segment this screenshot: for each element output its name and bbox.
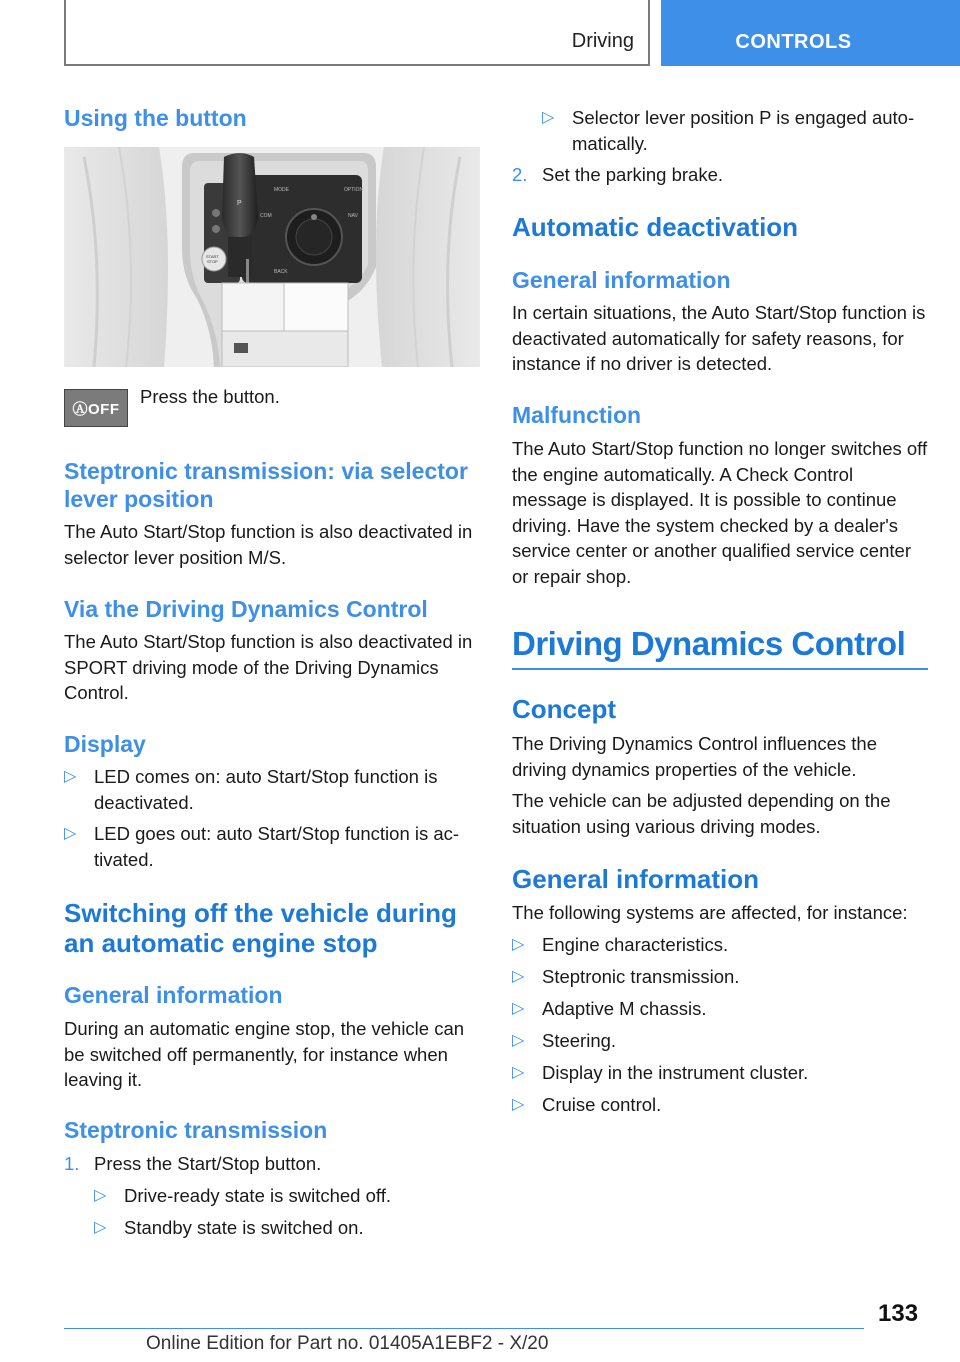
bullet-icon: ▷ (542, 109, 555, 126)
bullet-icon: ▷ (512, 1000, 525, 1017)
auto-start-stop-off-button-icon (64, 389, 128, 427)
svg-text:MODE: MODE (274, 187, 289, 193)
system-item: ▷ Engine characteristics. (512, 932, 928, 958)
step-2: 2. Set the parking brake. (512, 162, 928, 188)
step-1-sub-1: ▷ Drive-ready state is switched off. (94, 1183, 480, 1209)
step-1-sub-2: ▷ Standby state is switched on. (94, 1215, 480, 1241)
system-item: ▷ Display in the instrument cluster. (512, 1060, 928, 1086)
heading-general-info-right: General information (512, 267, 731, 293)
bullet-icon: ▷ (512, 1096, 525, 1113)
icon-label: ⒶOFF (72, 400, 120, 418)
text-malfunction: The Auto Start/Stop function no longer switches off the engine automatically. A Check Control message is displayed. It is possible to continue driving. Have the system checked by a dealer's service center or another qualified service center or repair shop. (512, 438, 928, 587)
system-item: ▷ Steering. (512, 1028, 928, 1054)
bullet-icon: ▷ (512, 936, 525, 953)
heading-using-button: Using the button (64, 105, 247, 131)
heading-malfunction: Malfunction (512, 402, 642, 428)
heading-general-info-left: General information (64, 982, 283, 1008)
system-item: ▷ Adaptive M chassis. (512, 996, 928, 1022)
svg-text:P: P (237, 200, 242, 207)
bullet-icon: ▷ (94, 1219, 107, 1236)
text-general-info-left: During an automatic engine stop, the vehicle can be switched off permanently, for instance when leaving it. (64, 1018, 465, 1090)
header-section: Driving (571, 30, 634, 52)
heading-steptronic-lever: Steptronic transmission: via selector lever position (64, 458, 468, 512)
bullet-icon: ▷ (64, 825, 77, 842)
press-instruction: Press the button. (140, 386, 280, 407)
chapter-label: CONTROLS (735, 30, 852, 53)
display-item-2: ▷ LED goes out: auto Start/Stop function is ac-tivated. (64, 823, 460, 870)
page-number: 133 (878, 1300, 919, 1327)
svg-text:OPTION: OPTION (344, 187, 364, 193)
heading-concept: Concept (512, 694, 616, 724)
svg-text:BACK: BACK (274, 269, 288, 275)
step-number: 2. (512, 164, 528, 185)
display-item-1: ▷ LED comes on: auto Start/Stop function is deactivated. (64, 766, 438, 813)
footer-edition: Online Edition for Part no. 01405A1EBF2 - X/20 (146, 1333, 549, 1354)
bullet-icon: ▷ (512, 968, 525, 985)
text-ddc: The Auto Start/Stop function is also deactivated in SPORT driving mode of the Driving Dynamics Control. (64, 631, 473, 703)
center-console-illustration (64, 147, 480, 367)
footer-divider (64, 1328, 864, 1329)
svg-text:NAV: NAV (348, 213, 358, 219)
svg-text:COM: COM (260, 213, 272, 219)
bullet-icon: ▷ (512, 1032, 525, 1049)
heading-ddc: Via the Driving Dynamics Control (64, 596, 428, 622)
heading-switching-off: Switching off the vehicle during an automatic engine stop (64, 898, 457, 958)
heading-general-info-2: General information (512, 864, 760, 894)
step-1: 1. Press the Start/Stop button. (64, 1151, 480, 1177)
chapter-tab[interactable] (661, 0, 960, 66)
text-steptronic-lever: The Auto Start/Stop function is also deactivated in selector lever position M/S. (64, 521, 473, 568)
system-item: ▷ Cruise control. (512, 1092, 928, 1118)
text-general-info-right: In certain situations, the Auto Start/Stop function is deactivated automatically for safety reasons, for instance if no driver is detected. (512, 302, 926, 374)
svg-text:STOP: STOP (207, 259, 218, 264)
heading-display: Display (64, 731, 146, 757)
step-1-sub-3: ▷ Selector lever position P is engaged auto-matically. (542, 107, 915, 154)
heading-automatic-deactivation: Automatic deactivation (512, 212, 799, 242)
svg-text:START: START (206, 254, 219, 259)
bullet-icon: ▷ (512, 1064, 525, 1081)
header-frame (64, 0, 650, 66)
text-concept-2: The vehicle can be adjusted depending on the situation using various driving modes. (512, 790, 891, 837)
step-number: 1. (64, 1153, 80, 1174)
bullet-icon: ▷ (94, 1187, 107, 1204)
chapter-title-ddc: Driving Dynamics Control (512, 622, 928, 670)
center-console-photo (64, 147, 480, 367)
heading-steptronic: Steptronic transmission (64, 1117, 328, 1143)
bullet-icon: ▷ (64, 768, 77, 785)
text-general-info-2: The following systems are affected, for instance: (512, 902, 908, 923)
system-item: ▷ Steptronic transmission. (512, 964, 928, 990)
text-concept-1: The Driving Dynamics Control influences the driving dynamics properties of the vehicle. (512, 733, 878, 780)
